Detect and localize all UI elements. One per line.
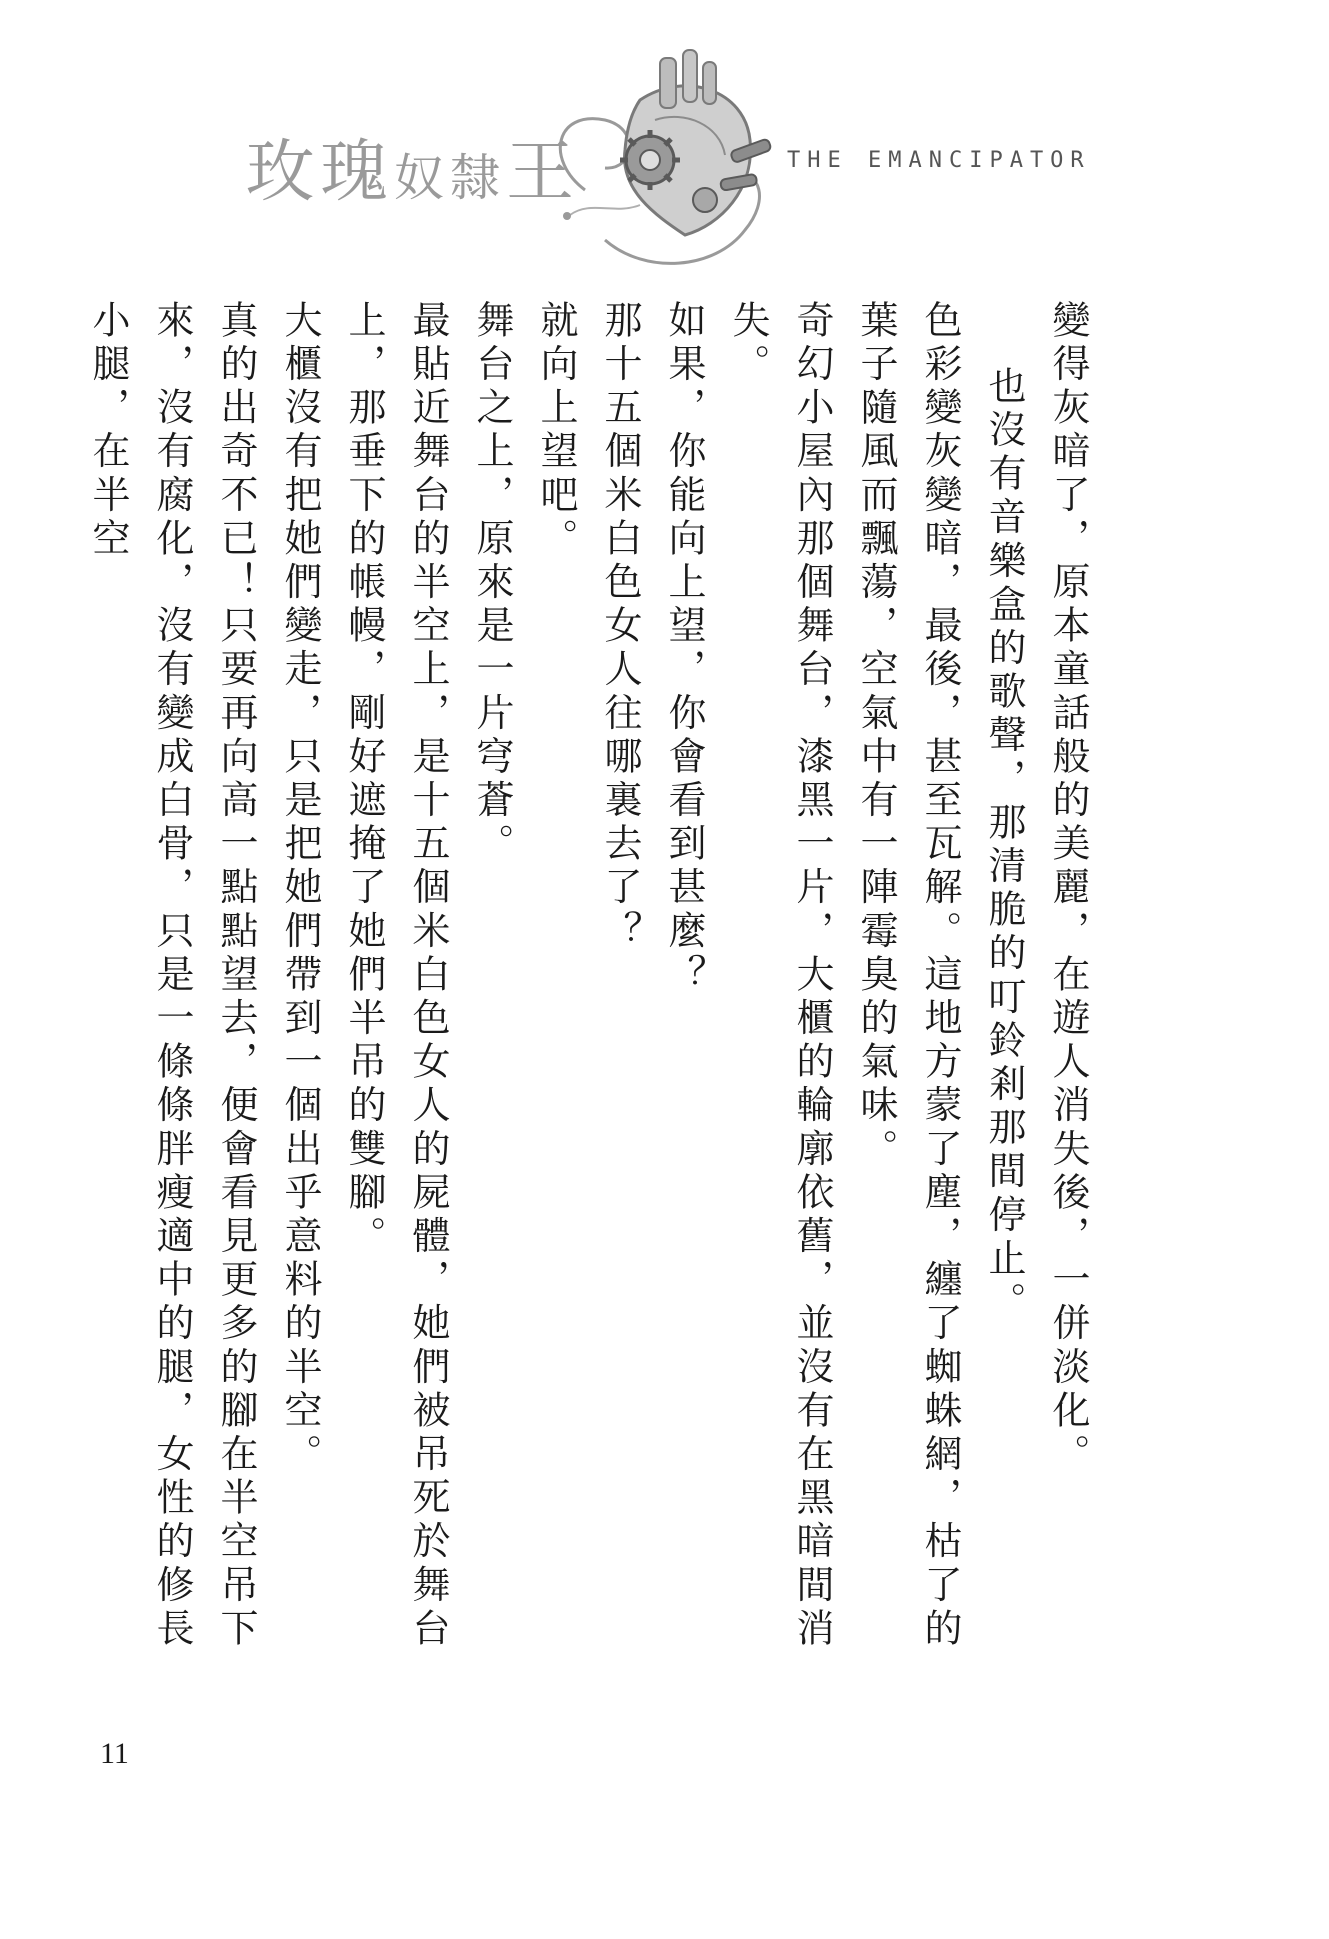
mechanical-heart-emblem-icon <box>545 40 805 280</box>
paragraph: 變得灰暗了，原本童話般的美麗，在遊人消失後，一併淡化。 <box>1046 300 1090 1478</box>
paragraph: 最貼近舞台的半空上，是十五個米白色女人的屍體，她們被吊死於舞台上，那垂下的帳幔，剛好遮掩了她們半吊的雙腳。 <box>342 300 450 1652</box>
book-subtitle: THE EMANCIPATOR <box>787 148 1091 173</box>
book-title-part-3: 王 <box>506 133 581 212</box>
page-number: 11 <box>100 1737 129 1770</box>
paragraph: 色彩變灰變暗，最後，甚至瓦解。這地方蒙了塵，纏了蜘蛛網，枯了的葉子隨風而飄蕩，空氣中有一陣霉臭的氣味。 <box>854 300 962 1652</box>
book-title-part-1: 玫瑰 <box>246 133 395 212</box>
paragraph: 就向上望吧。 <box>534 300 578 562</box>
vertical-body-text <box>86 300 1100 1680</box>
paragraph: 大櫃沒有把她們變走，只是把她們帶到一個出乎意料的半空。 <box>278 300 322 1478</box>
paragraph: 奇幻小屋內那個舞台，漆黑一片，大櫃的輪廓依舊，並沒有在黑暗間消失。 <box>726 300 834 1652</box>
book-title <box>246 118 580 215</box>
paragraph: 真的出奇不已！只要再向高一點點望去，便會看見更多的腳在半空吊下來，沒有腐化，沒有變成白骨，只是一條條胖瘦適中的腿，女性的修長小腿，在半空 <box>86 300 258 1652</box>
paragraph: 如果，你能向上望，你會看到甚麼？ <box>662 300 706 998</box>
book-title-part-2: 奴隸 <box>394 149 507 207</box>
paragraph: 那十五個米白色女人往哪裏去了？ <box>598 300 642 954</box>
paragraph: 也沒有音樂盒的歌聲，那清脆的叮鈴剎那間停止。 <box>982 366 1026 1326</box>
paragraph: 舞台之上，原來是一片穹蒼。 <box>470 300 514 867</box>
